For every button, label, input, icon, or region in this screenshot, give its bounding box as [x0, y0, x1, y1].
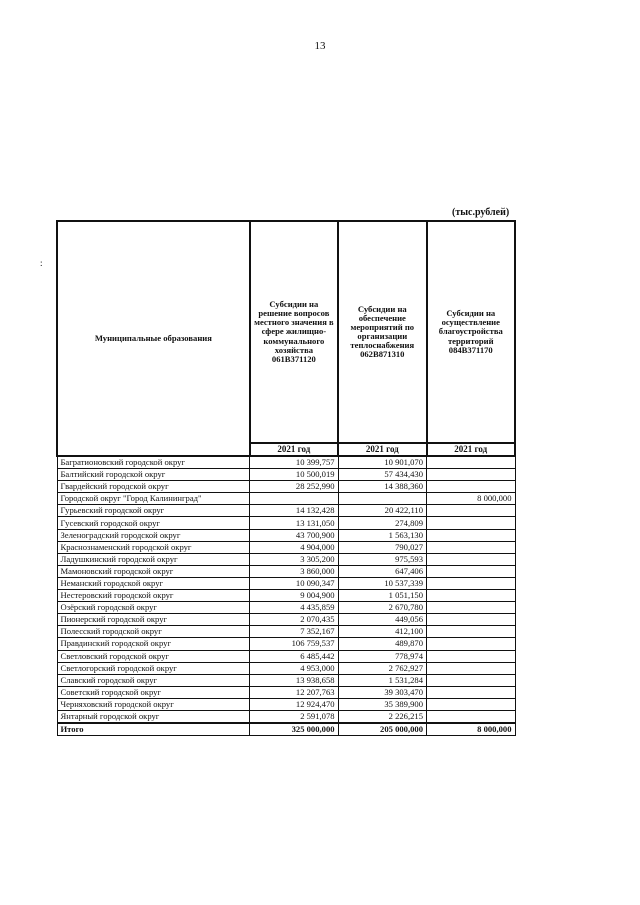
margin-mark: : [40, 258, 43, 268]
amount-cell: 4 435,859 [250, 602, 338, 614]
column-header-municipality: Муниципальные образования [57, 221, 250, 456]
amount-cell: 39 303,470 [338, 686, 426, 698]
table-row [57, 614, 515, 626]
amount-cell: 2 670,780 [338, 602, 426, 614]
amount-cell: 2 226,215 [338, 710, 426, 723]
table-row [57, 602, 515, 614]
municipality-name: Неманский городской округ [57, 577, 250, 589]
municipality-name: Светлогорский городской округ [57, 662, 250, 674]
total-value: 205 000,000 [338, 723, 426, 736]
table-body [57, 456, 515, 736]
amount-cell [427, 577, 515, 589]
amount-cell: 274,809 [338, 517, 426, 529]
amount-cell: 790,027 [338, 541, 426, 553]
table-row [57, 686, 515, 698]
table-row [57, 674, 515, 686]
year-label: 2021 год [427, 443, 515, 456]
amount-cell [338, 493, 426, 505]
total-value: 8 000,000 [427, 723, 515, 736]
amount-cell: 449,056 [338, 614, 426, 626]
amount-cell [427, 698, 515, 710]
amount-cell [427, 590, 515, 602]
table-row [57, 590, 515, 602]
amount-cell: 647,406 [338, 565, 426, 577]
table-header-row [57, 221, 515, 443]
amount-cell: 10 500,019 [250, 469, 338, 481]
amount-cell: 1 563,130 [338, 529, 426, 541]
amount-cell: 20 422,110 [338, 505, 426, 517]
amount-cell [427, 565, 515, 577]
amount-cell [427, 650, 515, 662]
amount-cell: 13 131,050 [250, 517, 338, 529]
municipality-name: Славский городской округ [57, 674, 250, 686]
amount-cell [250, 493, 338, 505]
amount-cell: 8 000,000 [427, 493, 515, 505]
table-row [57, 626, 515, 638]
column-header-improvement-subsidy: Субсидии на осуществление благоустройства территорий 084В371170 [427, 221, 515, 443]
municipality-name: Озёрский городской округ [57, 602, 250, 614]
amount-cell: 28 252,990 [250, 481, 338, 493]
municipality-name: Полесский городской округ [57, 626, 250, 638]
amount-cell [427, 456, 515, 469]
amount-cell: 2 762,927 [338, 662, 426, 674]
municipality-name: Краснознаменский городской округ [57, 541, 250, 553]
amount-cell: 10 399,757 [250, 456, 338, 469]
amount-cell: 412,100 [338, 626, 426, 638]
amount-cell: 3 860,000 [250, 565, 338, 577]
amount-cell: 489,870 [338, 638, 426, 650]
amount-cell [427, 481, 515, 493]
table-row [57, 577, 515, 589]
municipality-name: Городской округ "Город Калининград" [57, 493, 250, 505]
table-row [57, 517, 515, 529]
municipality-name: Советский городской округ [57, 686, 250, 698]
amount-cell: 10 901,070 [338, 456, 426, 469]
table-row [57, 456, 515, 469]
amount-cell: 7 352,167 [250, 626, 338, 638]
amount-cell: 6 485,442 [250, 650, 338, 662]
total-row [57, 723, 515, 736]
amount-cell: 778,974 [338, 650, 426, 662]
amount-cell [427, 710, 515, 723]
amount-cell: 43 700,900 [250, 529, 338, 541]
amount-cell: 57 434,430 [338, 469, 426, 481]
column-header-heating-subsidy: Субсидии на обеспечение мероприятий по организации теплоснабжения 062В871310 [338, 221, 426, 443]
amount-cell: 13 938,658 [250, 674, 338, 686]
table-row [57, 493, 515, 505]
table-row [57, 481, 515, 493]
amount-cell: 106 759,537 [250, 638, 338, 650]
subsidy-table [56, 220, 516, 736]
amount-cell: 12 207,763 [250, 686, 338, 698]
municipality-name: Мамоновский городской округ [57, 565, 250, 577]
year-label: 2021 год [338, 443, 426, 456]
municipality-name: Нестеровский городской округ [57, 590, 250, 602]
amount-cell: 4 953,000 [250, 662, 338, 674]
amount-cell [427, 674, 515, 686]
amount-cell [427, 553, 515, 565]
amount-cell: 14 388,360 [338, 481, 426, 493]
table-row [57, 650, 515, 662]
amount-cell [427, 469, 515, 481]
municipality-name: Балтийский городской округ [57, 469, 250, 481]
amount-cell [427, 541, 515, 553]
municipality-name: Ладушкинский городской округ [57, 553, 250, 565]
page-number: 13 [314, 40, 326, 52]
municipality-name: Янтарный городской округ [57, 710, 250, 723]
municipality-name: Зеленоградский городской округ [57, 529, 250, 541]
table-row [57, 529, 515, 541]
table-row [57, 469, 515, 481]
column-header-housing-subsidy: Субсидии на решение вопросов местного значения в сфере жилищно-коммунального хозяйства 061В371120 [250, 221, 338, 443]
total-label: Итого [57, 723, 250, 736]
table-row [57, 553, 515, 565]
municipality-name: Гвардейский городской округ [57, 481, 250, 493]
amount-cell [427, 686, 515, 698]
amount-cell [427, 602, 515, 614]
amount-cell: 975,593 [338, 553, 426, 565]
amount-cell: 9 004,900 [250, 590, 338, 602]
amount-cell: 14 132,428 [250, 505, 338, 517]
amount-cell [427, 638, 515, 650]
table-row [57, 541, 515, 553]
table-row [57, 710, 515, 723]
table-row [57, 698, 515, 710]
municipality-name: Пионерский городской округ [57, 614, 250, 626]
amount-cell: 4 904,000 [250, 541, 338, 553]
amount-cell: 10 090,347 [250, 577, 338, 589]
amount-cell [427, 517, 515, 529]
municipality-name: Гурьевский городской округ [57, 505, 250, 517]
table-row [57, 505, 515, 517]
municipality-name: Гусевский городской округ [57, 517, 250, 529]
unit-note: (тыс.рублей) [452, 207, 510, 218]
amount-cell [427, 614, 515, 626]
table-row [57, 565, 515, 577]
amount-cell: 1 051,150 [338, 590, 426, 602]
amount-cell: 12 924,470 [250, 698, 338, 710]
amount-cell [427, 626, 515, 638]
year-label: 2021 год [250, 443, 338, 456]
municipality-name: Правдинский городской округ [57, 638, 250, 650]
amount-cell: 3 305,200 [250, 553, 338, 565]
table-row [57, 662, 515, 674]
municipality-name: Светловский городской округ [57, 650, 250, 662]
total-value: 325 000,000 [250, 723, 338, 736]
amount-cell: 1 531,284 [338, 674, 426, 686]
amount-cell [427, 662, 515, 674]
amount-cell: 35 389,900 [338, 698, 426, 710]
municipality-name: Багратионовский городской округ [57, 456, 250, 469]
municipality-name: Черняховский городской округ [57, 698, 250, 710]
amount-cell: 2 070,435 [250, 614, 338, 626]
amount-cell [427, 505, 515, 517]
amount-cell: 2 591,078 [250, 710, 338, 723]
amount-cell [427, 529, 515, 541]
amount-cell: 10 537,339 [338, 577, 426, 589]
table-row [57, 638, 515, 650]
